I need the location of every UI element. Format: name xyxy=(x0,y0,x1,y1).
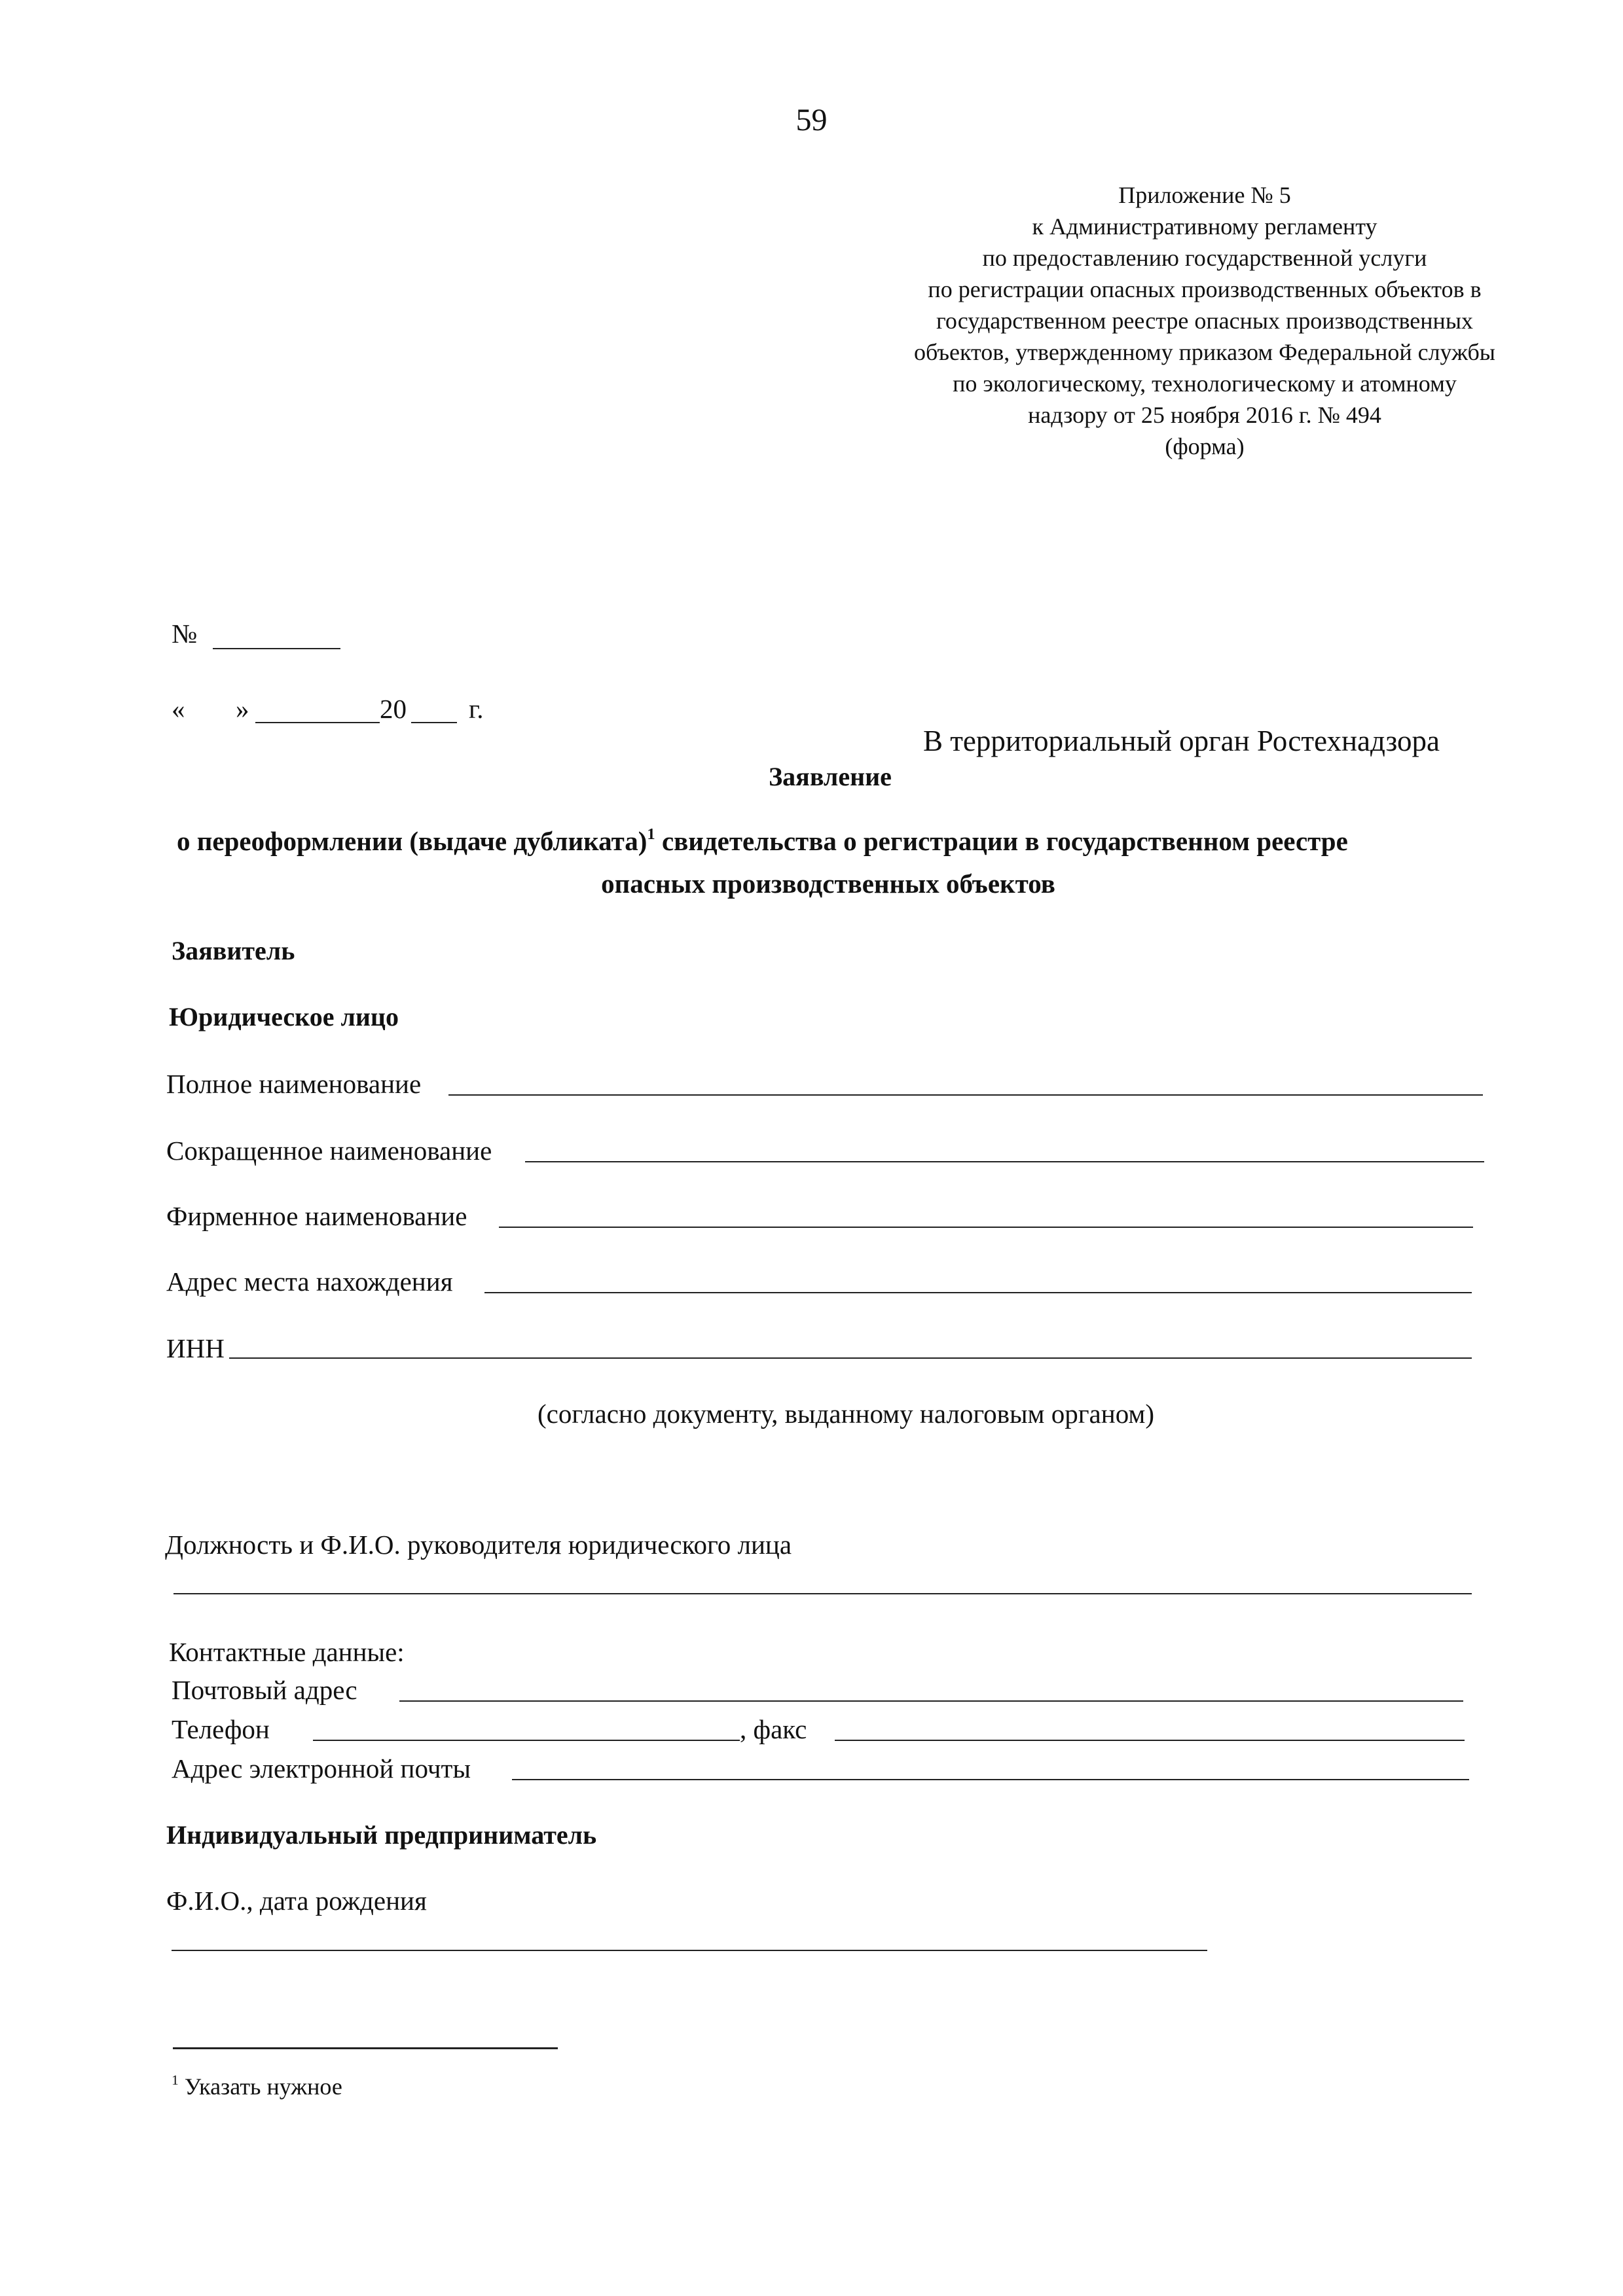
head-field[interactable] xyxy=(173,1593,1472,1594)
subtitle-part2: свидетельства о регистрации в государственном реестре xyxy=(655,826,1348,856)
date-year-field[interactable] xyxy=(411,722,457,723)
number-field[interactable] xyxy=(213,648,340,649)
date-open-quote: « xyxy=(172,694,185,724)
date-year-suffix: г. xyxy=(469,694,484,724)
brand-name-field[interactable] xyxy=(499,1227,1473,1228)
appendix-line: к Административному регламенту xyxy=(1032,213,1377,240)
fax-label: , факс xyxy=(740,1714,807,1744)
appendix-line: по экологическому, технологическому и атомному xyxy=(953,370,1457,397)
short-name-label: Сокращенное наименование xyxy=(166,1136,492,1166)
head-label: Должность и Ф.И.О. руководителя юридического лица xyxy=(165,1530,792,1560)
document-title: Заявление xyxy=(769,762,892,791)
number-label: № xyxy=(172,619,198,649)
individual-name-field[interactable] xyxy=(172,1950,1207,1951)
date-month-field[interactable] xyxy=(255,722,380,723)
appendix-line: Приложение № 5 xyxy=(1118,182,1291,208)
date-close-quote: » xyxy=(236,694,249,724)
contacts-heading: Контактные данные: xyxy=(169,1637,405,1667)
footnote-text: Указать нужное xyxy=(184,2073,342,2100)
full-name-label: Полное наименование xyxy=(166,1069,422,1099)
postal-field[interactable] xyxy=(399,1700,1463,1702)
inn-field[interactable] xyxy=(229,1357,1472,1359)
legal-entity-heading: Юридическое лицо xyxy=(169,1002,399,1031)
inn-note: (согласно документу, выданному налоговым органом) xyxy=(537,1399,1155,1429)
footnote-separator xyxy=(173,2047,558,2049)
postal-label: Почтовый адрес xyxy=(172,1675,357,1705)
phone-label: Телефон xyxy=(172,1714,270,1744)
address-label: Адрес места нахождения xyxy=(166,1266,453,1297)
full-name-field[interactable] xyxy=(448,1094,1483,1096)
footnote-marker: 1 xyxy=(172,2072,179,2088)
subtitle-part1: о переоформлении (выдаче дубликата) xyxy=(177,826,647,856)
appendix-line: (форма) xyxy=(1165,433,1245,459)
email-field[interactable] xyxy=(512,1779,1469,1780)
document-subtitle-line2: опасных производственных объектов xyxy=(601,869,1055,899)
phone-field[interactable] xyxy=(313,1740,740,1741)
brand-name-label: Фирменное наименование xyxy=(166,1201,467,1231)
date-year-prefix: 20 xyxy=(380,694,407,724)
addressee: В территориальный орган Ростехнадзора xyxy=(923,725,1440,757)
appendix-line: по регистрации опасных производственных объектов в xyxy=(928,276,1482,302)
email-label: Адрес электронной почты xyxy=(172,1753,471,1784)
individual-name-label: Ф.И.О., дата рождения xyxy=(166,1886,427,1916)
footnote xyxy=(172,2072,342,2100)
footnote-reference: 1 xyxy=(647,825,655,843)
appendix-header xyxy=(845,179,1565,462)
appendix-line: по предоставлению государственной услуги xyxy=(982,245,1427,271)
page-number: 59 xyxy=(795,103,828,137)
document-subtitle-line1 xyxy=(177,825,1348,856)
inn-label: ИНН xyxy=(166,1333,225,1363)
fax-field[interactable] xyxy=(835,1740,1465,1741)
address-field[interactable] xyxy=(484,1292,1472,1293)
individual-heading: Индивидуальный предприниматель xyxy=(166,1820,597,1850)
applicant-heading: Заявитель xyxy=(172,936,295,965)
appendix-line: надзору от 25 ноября 2016 г. № 494 xyxy=(1028,402,1381,428)
appendix-line: государственном реестре опасных производственных xyxy=(936,308,1474,334)
short-name-field[interactable] xyxy=(525,1161,1484,1162)
appendix-line: объектов, утвержденному приказом Федеральной службы xyxy=(914,339,1495,365)
